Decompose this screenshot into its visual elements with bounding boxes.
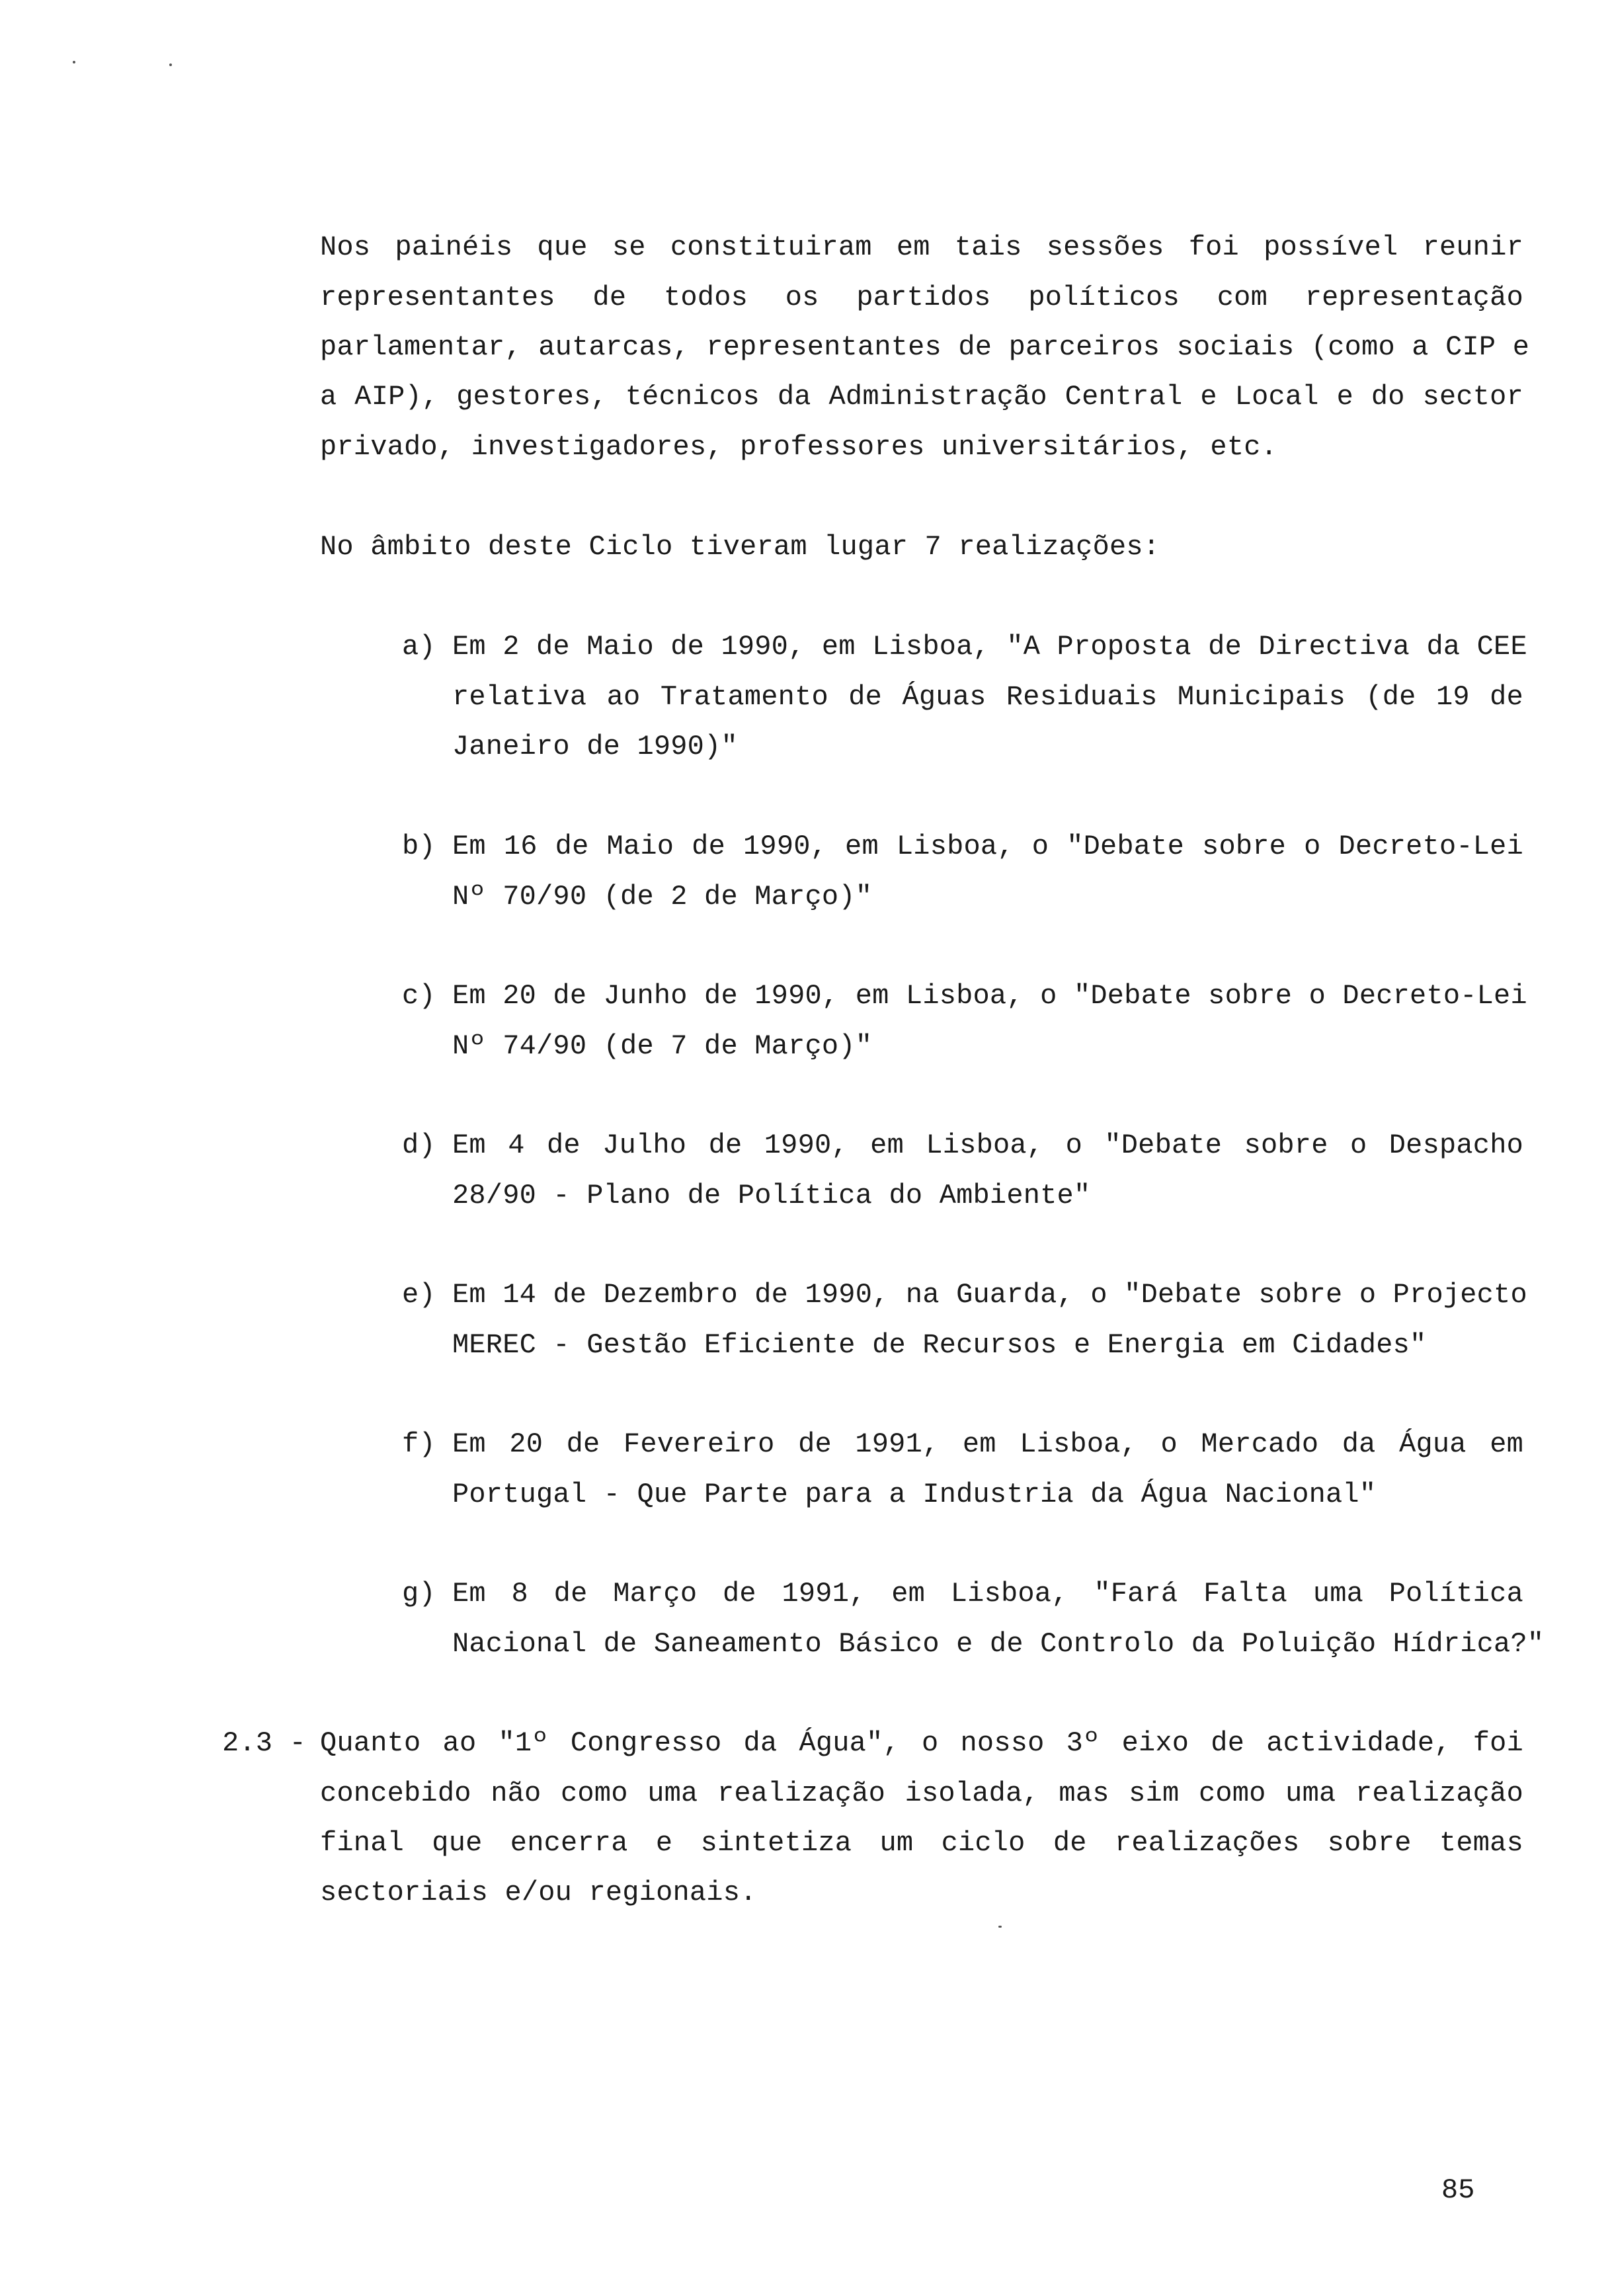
item-line: Em 14 de Dezembro de 1990, na Guarda, o "Debate sobre o Projecto	[452, 1279, 1527, 1311]
item-line: relativa ao Tratamento de Águas Residuais Municipais (de 19 de	[452, 681, 1523, 713]
item-line: Em 16 de Maio de 1990, em Lisboa, o "Debate sobre o Decreto-Lei	[452, 831, 1523, 862]
item-letter: e)	[402, 1279, 436, 1311]
item-line: 28/90 - Plano de Política do Ambiente"	[452, 1180, 1091, 1211]
lead-sentence: No âmbito deste Ciclo tiveram lugar 7 realizações:	[320, 531, 1160, 563]
intro-line: representantes de todos os partidos políticos com representação	[320, 282, 1523, 313]
scan-speck	[73, 61, 75, 63]
item-line: Em 4 de Julho de 1990, em Lisboa, o "Debate sobre o Despacho	[452, 1129, 1523, 1161]
scan-speck	[998, 1926, 1002, 1928]
scan-speck	[169, 63, 172, 66]
section-number: 2.3 -	[222, 1727, 307, 1759]
item-line: Em 8 de Março de 1991, em Lisboa, "Fará Falta uma Política	[452, 1578, 1523, 1610]
item-letter: a)	[402, 631, 436, 663]
section-line: concebido não como uma realização isolada, mas sim como uma realização	[320, 1778, 1523, 1809]
item-line: Em 20 de Junho de 1990, em Lisboa, o "Debate sobre o Decreto-Lei	[452, 980, 1527, 1012]
item-letter: b)	[402, 831, 436, 862]
section-line: sectoriais e/ou regionais.	[320, 1877, 757, 1908]
intro-line: Nos painéis que se constituiram em tais sessões foi possível reunir	[320, 231, 1523, 263]
page-number: 85	[1441, 2174, 1475, 2206]
section-line: Quanto ao "1º Congresso da Água", o nosso 3º eixo de actividade, foi	[320, 1727, 1523, 1759]
item-line: Em 20 de Fevereiro de 1991, em Lisboa, o Mercado da Água em	[452, 1428, 1523, 1460]
item-letter: f)	[402, 1428, 436, 1460]
item-line: Nº 74/90 (de 7 de Março)"	[452, 1030, 873, 1062]
intro-line: privado, investigadores, professores universitários, etc.	[320, 431, 1278, 463]
item-letter: c)	[402, 980, 436, 1012]
item-line: Nacional de Saneamento Básico e de Controlo da Poluição Hídrica?"	[452, 1628, 1545, 1660]
item-letter: d)	[402, 1129, 436, 1161]
item-letter: g)	[402, 1578, 436, 1610]
section-line: final que encerra e sintetiza um ciclo de realizações sobre temas	[320, 1827, 1523, 1859]
item-line: Portugal - Que Parte para a Industria da Água Nacional"	[452, 1479, 1377, 1510]
item-line: MEREC - Gestão Eficiente de Recursos e Energia em Cidades"	[452, 1329, 1427, 1361]
item-line: Nº 70/90 (de 2 de Março)"	[452, 881, 873, 913]
item-line: Em 2 de Maio de 1990, em Lisboa, "A Proposta de Directiva da CEE	[452, 631, 1527, 663]
intro-line: parlamentar, autarcas, representantes de parceiros sociais (como a CIP e	[320, 331, 1530, 363]
item-line: Janeiro de 1990)"	[452, 731, 738, 762]
intro-line: a AIP), gestores, técnicos da Administração Central e Local e do sector	[320, 381, 1523, 413]
